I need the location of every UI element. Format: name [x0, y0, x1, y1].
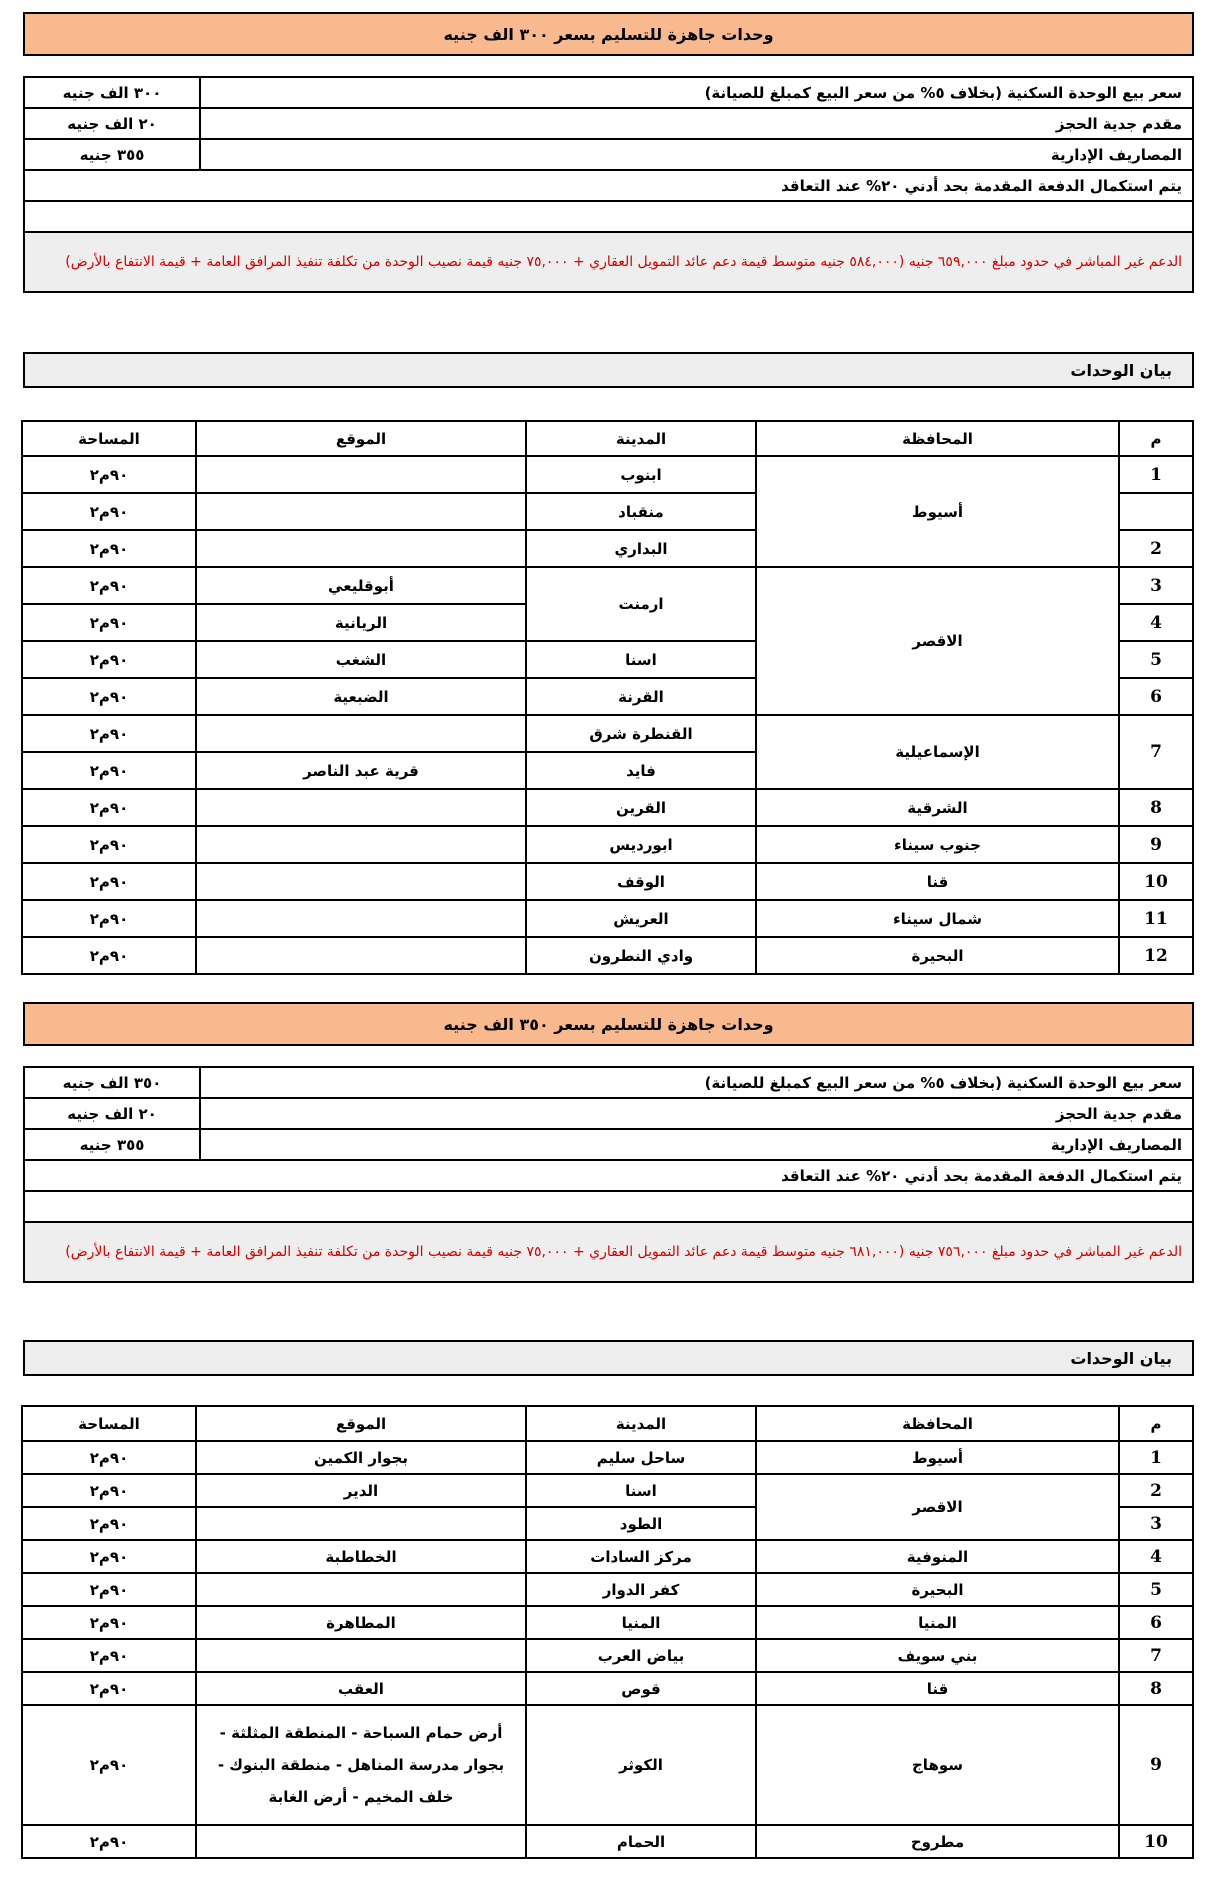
row-number: 10	[1119, 863, 1193, 900]
units-table-350	[23, 1405, 1194, 1859]
info-row	[24, 1129, 1193, 1160]
price-banner-350	[23, 1002, 1194, 1046]
city: ابنوب	[526, 456, 756, 493]
units-table-300	[23, 420, 1194, 975]
row-number: 3	[1119, 1507, 1193, 1540]
table-row	[22, 1540, 1193, 1573]
site	[196, 1573, 526, 1606]
area: ٩٠م٢	[22, 530, 196, 567]
city: اسنا	[526, 1474, 756, 1507]
site	[196, 530, 526, 567]
row-number: 5	[1119, 1573, 1193, 1606]
table-row	[22, 1606, 1193, 1639]
table-row	[22, 900, 1193, 937]
area: ٩٠م٢	[22, 1507, 196, 1540]
site: الخطاطبة	[196, 1540, 526, 1573]
area: ٩٠م٢	[22, 1705, 196, 1825]
area: ٩٠م٢	[22, 1441, 196, 1474]
row-number: 9	[1119, 826, 1193, 863]
info-row	[24, 1191, 1193, 1222]
governorate: الشرقية	[756, 789, 1119, 826]
row-number	[1119, 493, 1193, 530]
empty-row	[24, 1191, 1193, 1222]
info-row	[24, 1160, 1193, 1191]
info-value: ٣٥٥ جنيه	[24, 1129, 200, 1160]
row-number: 11	[1119, 900, 1193, 937]
city: المنيا	[526, 1606, 756, 1639]
info-row	[24, 170, 1193, 201]
site	[196, 715, 526, 752]
row-number: 3	[1119, 567, 1193, 604]
site: المطاهرة	[196, 1606, 526, 1639]
table-row	[22, 456, 1193, 493]
row-number: 10	[1119, 1825, 1193, 1858]
payment-note: يتم استكمال الدفعة المقدمة بحد أدني ٢٠% عند التعاقد	[24, 1160, 1193, 1191]
banner-text: وحدات جاهزة للتسليم بسعر ٣٥٠ الف جنيه	[443, 1014, 774, 1034]
site: أرض حمام السباحة - المنطقة المثلثة - بجوار مدرسة المناهل - منطقة البنوك - خلف المخيم - أرض الغابة	[196, 1705, 526, 1825]
governorate: قنا	[756, 1672, 1119, 1705]
table-row	[22, 715, 1193, 752]
units-heading-text: بيان الوحدات	[1070, 1348, 1172, 1368]
city: القرنة	[526, 678, 756, 715]
table-row	[22, 567, 1193, 604]
row-number: 9	[1119, 1705, 1193, 1825]
city: اسنا	[526, 641, 756, 678]
row-number: 7	[1119, 1639, 1193, 1672]
info-row	[24, 232, 1193, 292]
pricing-info-300	[23, 76, 1194, 293]
col-site: الموقع	[196, 421, 526, 456]
info-row	[24, 1098, 1193, 1129]
governorate: شمال سيناء	[756, 900, 1119, 937]
row-number: 8	[1119, 1672, 1193, 1705]
col-governorate: المحافظة	[756, 421, 1119, 456]
row-number: 4	[1119, 1540, 1193, 1573]
banner-text: وحدات جاهزة للتسليم بسعر ٣٠٠ الف جنيه	[443, 24, 774, 44]
governorate: الاقصر	[756, 567, 1119, 715]
info-value: ٢٠ الف جنيه	[24, 108, 200, 139]
area: ٩٠م٢	[22, 1825, 196, 1858]
info-row	[24, 201, 1193, 232]
info-value: ٢٠ الف جنيه	[24, 1098, 200, 1129]
area: ٩٠م٢	[22, 863, 196, 900]
table-row	[22, 826, 1193, 863]
city: كفر الدوار	[526, 1573, 756, 1606]
governorate: المنوفية	[756, 1540, 1119, 1573]
row-number: 2	[1119, 1474, 1193, 1507]
table-row	[22, 863, 1193, 900]
row-number: 8	[1119, 789, 1193, 826]
info-label: مقدم جدية الحجز	[200, 1098, 1193, 1129]
table-row	[22, 1441, 1193, 1474]
area: ٩٠م٢	[22, 493, 196, 530]
site	[196, 937, 526, 974]
site	[196, 900, 526, 937]
row-number: 12	[1119, 937, 1193, 974]
site	[196, 456, 526, 493]
pricing-info-350	[23, 1066, 1194, 1283]
city: الطود	[526, 1507, 756, 1540]
site: أبوقليعي	[196, 567, 526, 604]
info-label: سعر بيع الوحدة السكنية (بخلاف ٥% من سعر البيع كمبلغ للصيانة)	[200, 77, 1193, 108]
site: العقب	[196, 1672, 526, 1705]
row-number: 1	[1119, 1441, 1193, 1474]
info-label: المصاريف الإدارية	[200, 1129, 1193, 1160]
info-row	[24, 1222, 1193, 1282]
area: ٩٠م٢	[22, 752, 196, 789]
site	[196, 789, 526, 826]
site: قرية عبد الناصر	[196, 752, 526, 789]
units-heading-text: بيان الوحدات	[1070, 360, 1172, 380]
row-number: 4	[1119, 604, 1193, 641]
area: ٩٠م٢	[22, 1573, 196, 1606]
units-heading	[23, 352, 1194, 388]
city: فايد	[526, 752, 756, 789]
info-label: مقدم جدية الحجز	[200, 108, 1193, 139]
info-value: ٣٠٠ الف جنيه	[24, 77, 200, 108]
area: ٩٠م٢	[22, 900, 196, 937]
city: الكوثر	[526, 1705, 756, 1825]
city: قوص	[526, 1672, 756, 1705]
site: الريانية	[196, 604, 526, 641]
city: ابورديس	[526, 826, 756, 863]
col-area: المساحة	[22, 421, 196, 456]
site	[196, 1825, 526, 1858]
row-number: 6	[1119, 678, 1193, 715]
row-number: 5	[1119, 641, 1193, 678]
table-row	[22, 1825, 1193, 1858]
city: بياض العرب	[526, 1639, 756, 1672]
governorate: سوهاج	[756, 1705, 1119, 1825]
city: البداري	[526, 530, 756, 567]
site	[196, 863, 526, 900]
governorate: أسيوط	[756, 456, 1119, 567]
area: ٩٠م٢	[22, 1540, 196, 1573]
row-number: 2	[1119, 530, 1193, 567]
city: منقباد	[526, 493, 756, 530]
city: القرين	[526, 789, 756, 826]
area: ٩٠م٢	[22, 715, 196, 752]
site: الضبعية	[196, 678, 526, 715]
area: ٩٠م٢	[22, 826, 196, 863]
city: ساحل سليم	[526, 1441, 756, 1474]
city: الحمام	[526, 1825, 756, 1858]
price-banner-300	[23, 12, 1194, 56]
row-number: 1	[1119, 456, 1193, 493]
table-row	[22, 1474, 1193, 1507]
col-city: المدينة	[526, 421, 756, 456]
col-governorate: المحافظة	[756, 1406, 1119, 1441]
table-row	[22, 1573, 1193, 1606]
col-site: الموقع	[196, 1406, 526, 1441]
col-no: م	[1119, 1406, 1193, 1441]
site	[196, 493, 526, 530]
site	[196, 826, 526, 863]
row-number: 7	[1119, 715, 1193, 789]
area: ٩٠م٢	[22, 1672, 196, 1705]
col-city: المدينة	[526, 1406, 756, 1441]
governorate: البحيرة	[756, 937, 1119, 974]
area: ٩٠م٢	[22, 456, 196, 493]
table-row	[22, 789, 1193, 826]
city: مركز السادات	[526, 1540, 756, 1573]
governorate: مطروح	[756, 1825, 1119, 1858]
governorate: البحيرة	[756, 1573, 1119, 1606]
units-heading	[23, 1340, 1194, 1376]
info-value: ٣٥٥ جنيه	[24, 139, 200, 170]
row-number: 6	[1119, 1606, 1193, 1639]
governorate: أسيوط	[756, 1441, 1119, 1474]
site: بجوار الكمين	[196, 1441, 526, 1474]
table-header-row	[22, 1406, 1193, 1441]
governorate: بني سويف	[756, 1639, 1119, 1672]
table-row	[22, 1705, 1193, 1825]
info-value: ٣٥٠ الف جنيه	[24, 1067, 200, 1098]
info-row	[24, 77, 1193, 108]
site: الشغب	[196, 641, 526, 678]
area: ٩٠م٢	[22, 678, 196, 715]
empty-row	[24, 201, 1193, 232]
table-row	[22, 1639, 1193, 1672]
col-no: م	[1119, 421, 1193, 456]
governorate: المنيا	[756, 1606, 1119, 1639]
city: القنطرة شرق	[526, 715, 756, 752]
city: الوقف	[526, 863, 756, 900]
area: ٩٠م٢	[22, 604, 196, 641]
area: ٩٠م٢	[22, 1474, 196, 1507]
info-label: سعر بيع الوحدة السكنية (بخلاف ٥% من سعر البيع كمبلغ للصيانة)	[200, 1067, 1193, 1098]
area: ٩٠م٢	[22, 789, 196, 826]
table-row	[22, 937, 1193, 974]
area: ٩٠م٢	[22, 1639, 196, 1672]
col-area: المساحة	[22, 1406, 196, 1441]
subsidy-note: الدعم غير المباشر في حدود مبلغ ٦٥٩,٠٠٠ جنيه (٥٨٤,٠٠٠ جنيه متوسط قيمة دعم عائد التمويل العقاري + ٧٥,٠٠٠ جنيه قيمة نصيب الوحدة من تكلفة تنفيذ المرافق العامة + قيمة الانتفاع بالأرض)	[24, 232, 1193, 292]
area: ٩٠م٢	[22, 1606, 196, 1639]
payment-note: يتم استكمال الدفعة المقدمة بحد أدني ٢٠% عند التعاقد	[24, 170, 1193, 201]
table-header-row	[22, 421, 1193, 456]
area: ٩٠م٢	[22, 567, 196, 604]
site	[196, 1507, 526, 1540]
governorate: قنا	[756, 863, 1119, 900]
governorate: جنوب سيناء	[756, 826, 1119, 863]
governorate: الاقصر	[756, 1474, 1119, 1540]
governorate: الإسماعيلية	[756, 715, 1119, 789]
info-row	[24, 1067, 1193, 1098]
area: ٩٠م٢	[22, 641, 196, 678]
info-row	[24, 108, 1193, 139]
table-row	[22, 1672, 1193, 1705]
city: وادي النطرون	[526, 937, 756, 974]
info-label: المصاريف الإدارية	[200, 139, 1193, 170]
city: العريش	[526, 900, 756, 937]
area: ٩٠م٢	[22, 937, 196, 974]
city: ارمنت	[526, 567, 756, 641]
subsidy-note: الدعم غير المباشر في حدود مبلغ ٧٥٦,٠٠٠ جنيه (٦٨١,٠٠٠ جنيه متوسط قيمة دعم عائد التمويل العقاري + ٧٥,٠٠٠ جنيه قيمة نصيب الوحدة من تكلفة تنفيذ المرافق العامة + قيمة الانتفاع بالأرض)	[24, 1222, 1193, 1282]
site: الدير	[196, 1474, 526, 1507]
site	[196, 1639, 526, 1672]
info-row	[24, 139, 1193, 170]
